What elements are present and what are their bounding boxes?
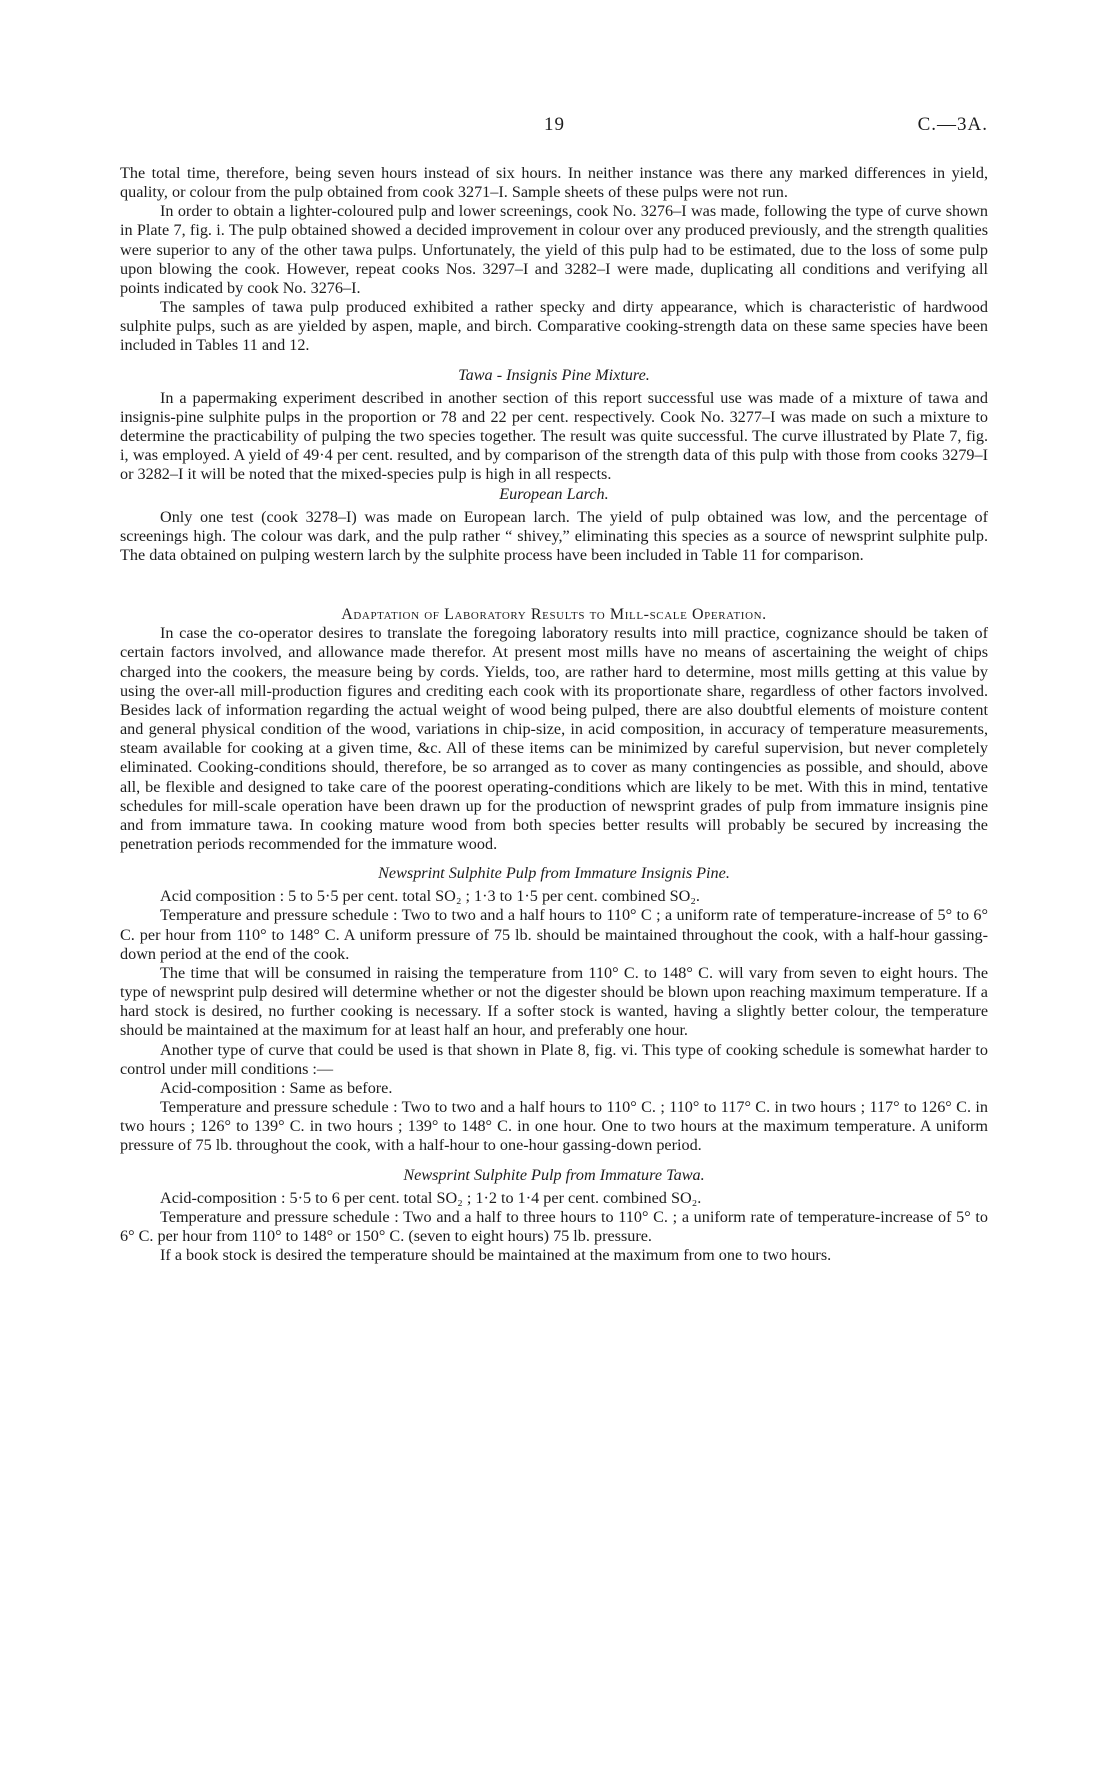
paragraph: Another type of curve that could be used is that shown in Plate 8, fig. vi. This type of cooking schedule is somewhat harder to control under mill conditions :— <box>120 1040 988 1078</box>
document-body <box>120 164 988 1265</box>
spacer <box>120 565 988 605</box>
subsection-heading: Tawa - Insignis Pine Mixture. <box>458 365 650 384</box>
section-heading: Adaptation of Laboratory Results to Mill-scale Operation. <box>341 606 767 624</box>
page-header <box>120 114 988 138</box>
paragraph: In case the co-operator desires to translate the foregoing laboratory results into mill practice, cognizance should be taken of certain factors involved, and allowance made therefor. At present most mills have no means of ascertaining the weight of chips charged into the cookers, the measure being by cords. Yields, too, are rather hard to determine, most mills getting at this value by using the over-all mill-production figures and crediting each cook with its proportionate share, regardless of other factors involved. Besides lack of information regarding the actual weight of wood being pulped, there are also doubtful elements of moisture content and general physical condition of the wood, variations in chip-size, in acid composition, in accuracy of temperature measurements, steam available for cooking at a given time, &c. All of these items can be minimized by careful supervision, but never completely eliminated. Cooking-conditions should, therefore, be so arranged as to cover as many contingencies as possible, and should, above all, be flexible and designed to take care of the poorest operating-conditions which are likely to be met. With this in mind, tentative schedules for mill-scale operation have been drawn up for the production of newsprint grades of pulp from immature insignis pine and from immature tawa. In cooking mature wood from both species better results will probably be secured by increasing the penetration periods recommended for the immature wood. <box>120 624 988 853</box>
paragraph: Temperature and pressure schedule : Two to two and a half hours to 110° C ; a uniform rate of temperature-increase of 5° to 6° C. per hour from 110° to 148° C. A uniform pressure of 75 lb. should be maintained throughout the cook, with a half-hour gassing-down period at the end of the cook. <box>120 906 988 963</box>
paragraph: Temperature and pressure schedule : Two to two and a half hours to 110° C. ; 110° to 117° C. in two hours ; 117° to 126° C. in two hours ; 126° to 139° C. in two hours ; 139° to 148° C. in one hour. One to two hours at the maximum temperature. A uniform pressure of 75 lb. throughout the cook, with a half-hour to one-hour gassing-down period. <box>120 1098 988 1155</box>
paragraph: The time that will be consumed in raising the temperature from 110° C. to 148° C. will vary from seven to eight hours. The type of newsprint pulp desired will determine whether or not the digester should be blown upon reaching maximum temperature. If a hard stock is desired, no further cooking is necessary. If a softer stock is wanted, having a slightly better colour, the temperature should be maintained at the maximum for at least half an hour, and preferably one hour. <box>120 963 988 1040</box>
subsection-heading: European Larch. <box>499 484 609 503</box>
subsection-heading: Newsprint Sulphite Pulp from Immature Insignis Pine. <box>378 864 730 883</box>
paragraph: The samples of tawa pulp produced exhibited a rather specky and dirty appearance, which is characteristic of hardwood sulphite pulps, such as are yielded by aspen, maple, and birch. Comparative cooking-strength data on these same species have been included in Tables 11 and 12. <box>120 298 988 355</box>
paragraph: If a book stock is desired the temperature should be maintained at the maximum from one to two hours. <box>160 1246 832 1265</box>
paragraph: Temperature and pressure schedule : Two and a half to three hours to 110° C. ; a uniform rate of temperature-increase of 5° to 6° C. per hour from 110° to 148° or 150° C. (seven to eight hours) 75 lb. pressure. <box>120 1207 988 1245</box>
document-reference: C.—3A. <box>917 114 988 135</box>
spacer <box>120 1156 988 1166</box>
subsection-heading: Newsprint Sulphite Pulp from Immature Tawa. <box>403 1165 705 1184</box>
paragraph: The total time, therefore, being seven hours instead of six hours. In neither instance was there any marked differences in yield, quality, or colour from the pulp obtained from cook 3271–I. Sample sheets of these pulps were not run. <box>120 164 988 202</box>
paragraph: Acid-composition : 5·5 to 6 per cent. total SO₂ ; 1·2 to 1·4 per cent. combined SO₂. <box>160 1188 702 1207</box>
spacer <box>120 854 988 864</box>
paragraph: In order to obtain a lighter-coloured pulp and lower screenings, cook No. 3276–I was made, following the type of curve shown in Plate 7, fig. i. The pulp obtained showed a decided improvement in colour over any produced previously, and the strength qualities were superior to any of the other tawa pulps. Unfortunately, the yield of this pulp had to be estimated, due to the loss of some pulp upon blowing the cook. However, repeat cooks Nos. 3297–I and 3282–I were made, duplicating all conditions and verifying all points indicated by cook No. 3276–I. <box>120 202 988 297</box>
paragraph: Acid composition : 5 to 5·5 per cent. total SO₂ ; 1·3 to 1·5 per cent. combined SO₂. <box>160 887 700 906</box>
paragraph: Only one test (cook 3278–I) was made on European larch. The yield of pulp obtained was low, and the percentage of screenings high. The colour was dark, and the pulp rather “ shivey,” eliminating this species as a source of newsprint sulphite pulp. The data obtained on pulping western larch by the sulphite process have been included in Table 11 for comparison. <box>120 507 988 564</box>
paragraph: Acid-composition : Same as before. <box>160 1078 393 1097</box>
page-number: 19 <box>544 114 565 135</box>
spacer <box>120 356 988 366</box>
paragraph: In a papermaking experiment described in another section of this report successful use was made of a mixture of tawa and insignis-pine sulphite pulps in the proportion or 78 and 22 per cent. respectively. Cook No. 3277–I was made on such a mixture to determine the practicability of pulping the two species together. The result was quite successful. The curve illustrated by Plate 7, fig. i, was employed. A yield of 49·4 per cent. resulted, and by comparison of the strength data of this pulp with those from cooks 3279–I or 3282–I it will be noted that the mixed-species pulp is high in all respects. <box>120 388 988 484</box>
